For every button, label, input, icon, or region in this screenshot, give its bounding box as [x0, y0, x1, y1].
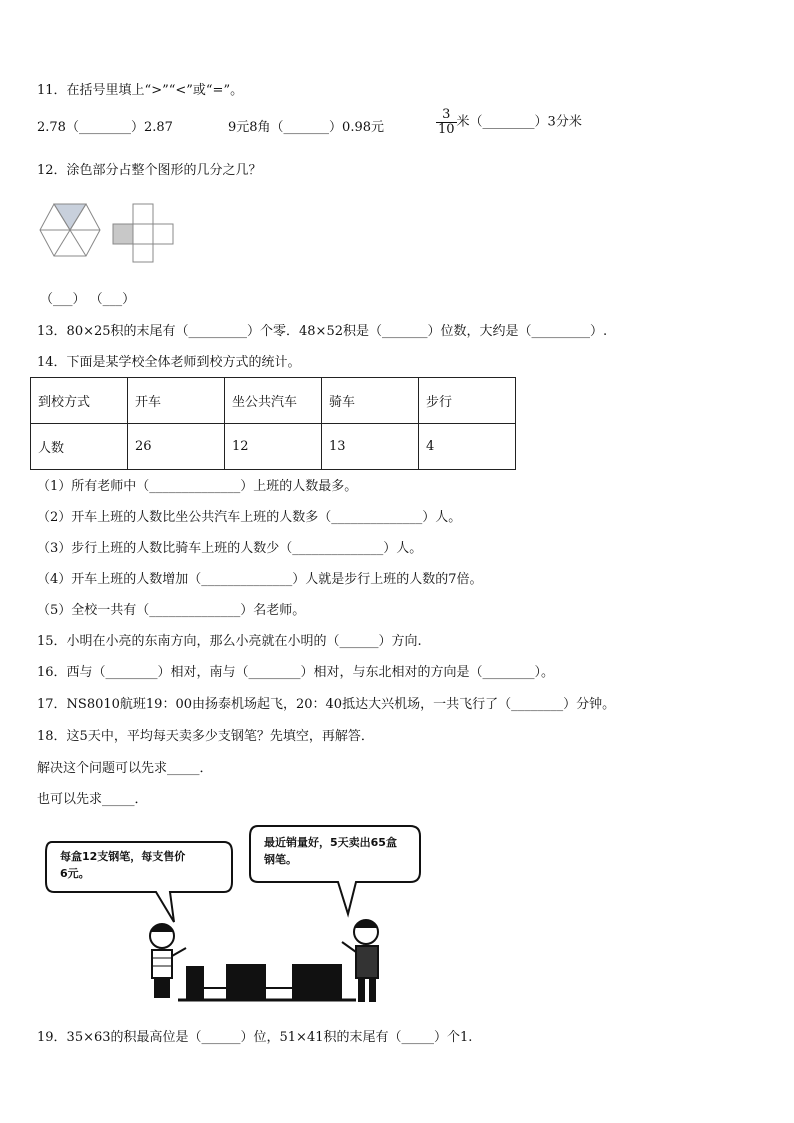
table-cell: 步行	[419, 378, 516, 424]
commute-table	[30, 377, 516, 470]
q19-text: 19．35×63的积最高位是（______）位，51×41积的末尾有（_____）个1.	[37, 1030, 473, 1045]
table-cell: 4	[419, 424, 516, 470]
fraction	[436, 108, 457, 137]
table-cell: 人数	[31, 424, 128, 470]
q11-title: 11．在括号里填上“>”“<”或“=”。	[37, 83, 244, 98]
table-cell: 开车	[128, 378, 225, 424]
q14-sub-3: （3）步行上班的人数比骑车上班的人数少（______________）人。	[37, 541, 423, 556]
fraction-denominator: 10	[438, 122, 455, 137]
q18-illustration	[38, 818, 438, 1014]
q12-answers: （___） （___）	[40, 292, 136, 307]
table-cell: 骑车	[322, 378, 419, 424]
fraction-numerator: 3	[436, 108, 457, 123]
q14-sub-4: （4）开车上班的人数增加（______________）人就是步行上班的人数的7倍。	[37, 572, 483, 587]
q11-item-3	[436, 108, 582, 137]
left-bubble-line-1: 每盒12支钢笔，每支售价	[60, 850, 186, 863]
cube-net-figure	[112, 203, 174, 263]
q11-item-1: 2.78（________）2.87	[37, 120, 173, 135]
q11-item-2: 9元8角（_______）0.98元	[228, 120, 384, 135]
q11-item-3-rest: 米（________）3分米	[456, 114, 582, 130]
q13-text: 13．80×25积的末尾有（_________）个零．48×52积是（_______）位数，大约是（_________）.	[37, 324, 608, 339]
q18-line-1: 解决这个问题可以先求_____．	[37, 761, 213, 776]
q14-title: 14．下面是某学校全体老师到校方式的统计。	[37, 355, 301, 370]
right-bubble-line-2: 钢笔。	[264, 853, 297, 866]
hexagon-figure	[38, 202, 102, 258]
table-cell: 12	[225, 424, 322, 470]
q14-sub-1: （1）所有老师中（______________）上班的人数最多。	[37, 479, 358, 494]
q12-title: 12．涂色部分占整个图形的几分之几？	[37, 163, 262, 178]
table-row	[31, 424, 516, 470]
q14-sub-5: （5）全校一共有（______________）名老师。	[37, 603, 306, 618]
q18-title: 18．这5天中，平均每天卖多少支钢笔？先填空，再解答．	[37, 729, 374, 744]
table-cell: 坐公共汽车	[225, 378, 322, 424]
left-bubble-line-2: 6元。	[60, 867, 90, 880]
right-bubble-line-1: 最近销量好，5天卖出65盒	[264, 836, 397, 849]
q18-line-2: 也可以先求_____．	[37, 792, 148, 807]
q17-text: 17．NS8010航班19：00由扬泰机场起飞，20：40抵达大兴机场，一共飞行了（________）分钟。	[37, 697, 616, 712]
right-bubble-text	[264, 834, 397, 868]
table-cell: 26	[128, 424, 225, 470]
q15-text: 15．小明在小亮的东南方向，那么小亮就在小明的（______）方向.	[37, 634, 422, 649]
table-cell: 13	[322, 424, 419, 470]
table-cell: 到校方式	[31, 378, 128, 424]
table-header-row	[31, 378, 516, 424]
q16-text: 16．西与（________）相对，南与（________）相对，与东北相对的方向是（________）。	[37, 665, 555, 680]
q14-sub-2: （2）开车上班的人数比坐公共汽车上班的人数多（______________）人。	[37, 510, 462, 525]
left-bubble-text	[60, 848, 185, 882]
